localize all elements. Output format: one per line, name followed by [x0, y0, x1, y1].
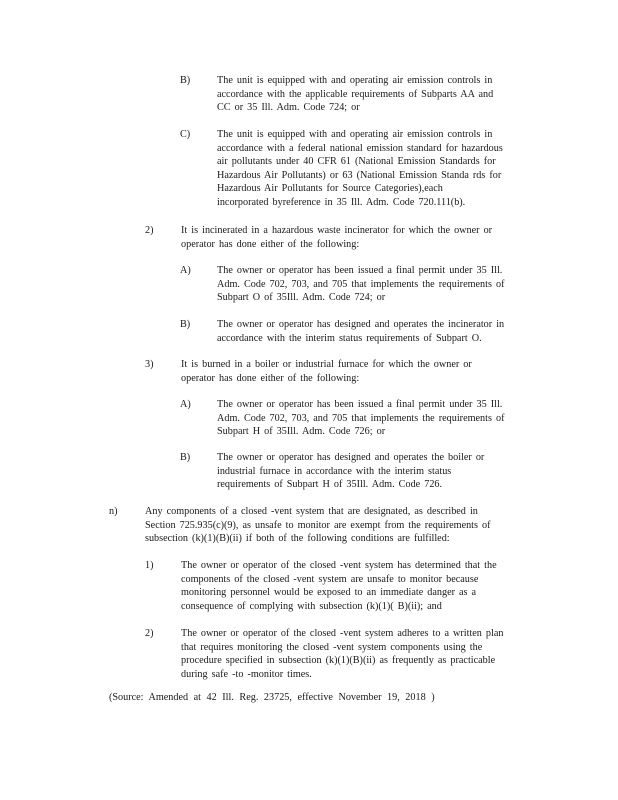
paragraph-text: The owner or operator has been issued a final permit under 35 Ill. Adm. Code 702, 703, and 705 that implements the requirements of Subpart H of 35Ill. Adm. Code 726; or: [217, 399, 505, 438]
paragraph-text: The owner or operator of the closed -vent system has determined that the components of the closed -vent system are unsafe to monitor because monitoring personnel would be exposed to an immediate danger as a consequence of complying with subsection (k)(1)( B)(ii); and: [181, 560, 497, 612]
paragraph-label: 2): [145, 225, 154, 236]
source-note: (Source: Amended at 42 Ill. Reg. 23725, effective November 19, 2018 ): [109, 692, 435, 703]
paragraph-label: 2): [145, 628, 154, 639]
paragraph-label: 1): [145, 560, 154, 571]
paragraph-text: The owner or operator has been issued a final permit under 35 Ill. Adm. Code 702, 703, and 705 that implements the requirements of Subpart O of 35Ill. Adm. Code 724; or: [217, 265, 505, 304]
paragraph-text: The owner or operator of the closed -vent system adheres to a written plan that requires monitoring the closed -vent system components using the procedure specified in subsection (k)(1)(B)(ii) as frequently as practicable during safe -to -monitor times.: [181, 628, 504, 680]
paragraph-text: It is incinerated in a hazardous waste incinerator for which the owner or operator has done either of the following:: [181, 225, 493, 250]
paragraph-text: The unit is equipped with and operating air emission controls in accordance with the applicable requirements of Subparts AA and CC or 35 Ill. Adm. Code 724; or: [217, 75, 494, 114]
paragraph-label: B): [180, 319, 191, 330]
paragraph-label: A): [180, 399, 191, 410]
paragraph-label: 3): [145, 359, 154, 370]
paragraph-text: The owner or operator has designed and operates the boiler or industrial furnace in accordance with the interim status requirements of Subpart H of 35Ill. Adm. Code 726.: [217, 452, 485, 491]
paragraph-label: C): [180, 129, 191, 140]
paragraph-label: B): [180, 452, 191, 463]
paragraph-label: A): [180, 265, 191, 276]
paragraph-text: It is burned in a boiler or industrial furnace for which the owner or operator has done either of the following:: [181, 359, 472, 384]
paragraph-label: B): [180, 75, 191, 86]
paragraph-label: n): [109, 506, 118, 517]
paragraph-text: The owner or operator has designed and operates the incinerator in accordance with the interim status requirements of Subpart O.: [217, 319, 505, 344]
paragraph-text: Any components of a closed -vent system that are designated, as described in Section 725.935(c)(9), as unsafe to monitor are exempt from the requirements of subsection (k)(1)(B)(ii) if both of the following conditions are fulfilled:: [145, 506, 491, 545]
paragraph-text: The unit is equipped with and operating air emission controls in accordance with a federal national emission standard for hazardous air pollutants under 40 CFR 61 (National Emission Standards for Hazardous Air Pollutants) or 63 (National Emission Standa rds for Hazardous Air Pollutants for Source Categories),each incorporated byreference in 35 Ill. Adm. Code 720.111(b).: [217, 129, 503, 208]
